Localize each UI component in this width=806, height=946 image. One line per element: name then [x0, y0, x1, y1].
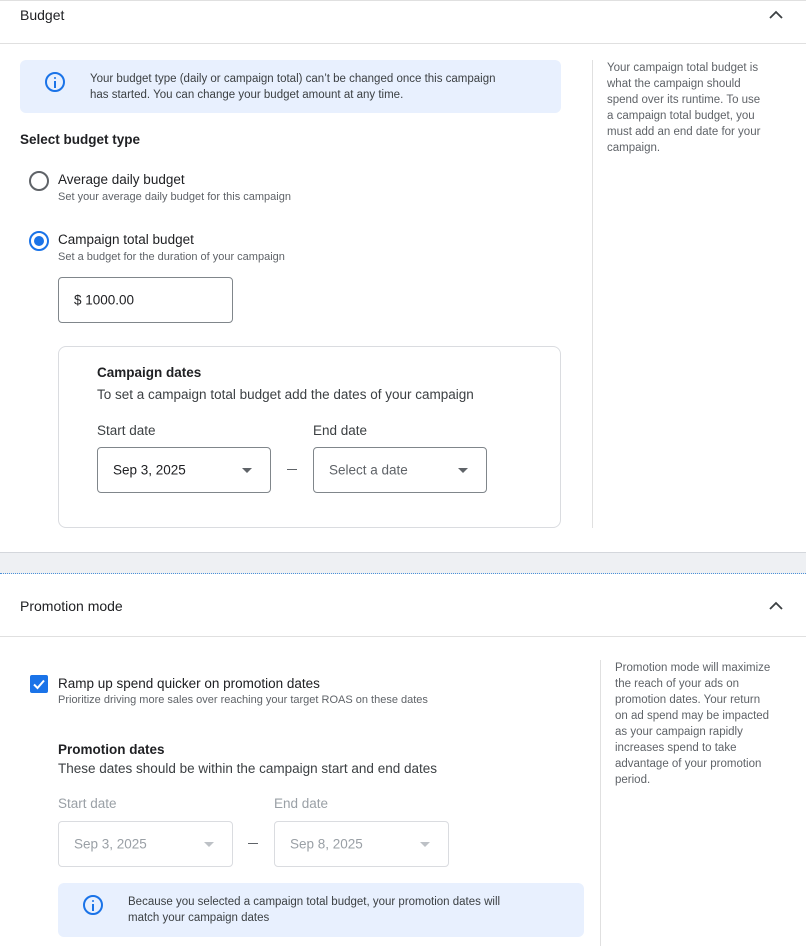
dropdown-caret-icon [458, 468, 468, 473]
campaign-dates-heading: Campaign dates [97, 365, 202, 380]
info-icon [83, 895, 103, 915]
ramp-up-spend-label[interactable]: Ramp up spend quicker on promotion dates [58, 676, 320, 691]
banner-text-line2: has started. You can change your budget amount at any time. [90, 89, 404, 101]
side-note-line: promotion dates. Your return [615, 694, 761, 706]
budget-amount-input[interactable] [58, 277, 233, 323]
side-note-line: increases spend to take [615, 742, 737, 754]
section-separator [0, 552, 806, 574]
side-note-line: what the campaign should [607, 78, 741, 90]
budget-section-title: Budget [20, 7, 65, 23]
side-note-line: on ad spend may be impacted [615, 710, 770, 722]
campaign-total-budget-label[interactable]: Campaign total budget [58, 232, 194, 247]
average-daily-budget-description: Set your average daily budget for this campaign [58, 191, 291, 203]
side-note-line: Your campaign total budget is [607, 62, 759, 74]
campaign-end-date-select[interactable] [313, 447, 487, 493]
side-note-line: advantage of your promotion [615, 758, 762, 770]
side-note-line: period. [615, 774, 651, 786]
promotion-dates-description: These dates should be within the campaign start and end dates [58, 761, 437, 776]
promotion-section-header[interactable] [0, 575, 806, 637]
dropdown-caret-icon [242, 468, 252, 473]
promotion-start-date-select [58, 821, 233, 867]
promotion-end-date-label: End date [274, 796, 329, 811]
budget-type-info-banner [20, 60, 561, 113]
budget-side-note [607, 60, 797, 156]
ramp-up-spend-checkbox[interactable] [30, 675, 48, 693]
promotion-start-date-value: Sep 3, 2025 [74, 836, 147, 852]
promotion-start-date-label: Start date [58, 796, 117, 811]
side-note-line: the reach of your ads on [615, 678, 740, 690]
promotion-info-banner [58, 883, 584, 937]
side-note-line: a campaign total budget, you [607, 110, 755, 122]
dropdown-caret-icon [420, 842, 430, 847]
checkmark-icon [31, 676, 47, 692]
promotion-dates-heading: Promotion dates [58, 742, 165, 757]
side-note-line: Promotion mode will maximize [615, 662, 771, 674]
promotion-end-date-value: Sep 8, 2025 [290, 836, 363, 852]
banner-text-line2: match your campaign dates [128, 912, 270, 924]
banner-text-line1: Your budget type (daily or campaign total) can’t be changed once this campaign [90, 73, 496, 85]
side-note-line: as your campaign rapidly [615, 726, 743, 738]
budget-section-header[interactable] [0, 0, 806, 44]
campaign-dates-description: To set a campaign total budget add the dates of your campaign [97, 387, 474, 402]
average-daily-budget-label[interactable]: Average daily budget [58, 172, 185, 187]
campaign-end-date-placeholder: Select a date [329, 462, 408, 478]
ramp-up-spend-description: Prioritize driving more sales over reaching your target ROAS on these dates [58, 694, 428, 706]
info-icon [45, 72, 65, 92]
campaign-total-budget-description: Set a budget for the duration of your campaign [58, 251, 285, 263]
chevron-up-icon[interactable] [768, 598, 784, 614]
campaign-end-date-label: End date [313, 423, 368, 438]
campaign-start-date-select[interactable] [97, 447, 271, 493]
campaign-start-date-value: Sep 3, 2025 [113, 462, 186, 478]
budget-side-divider [592, 60, 593, 528]
dropdown-caret-icon [204, 842, 214, 847]
date-range-separator [287, 469, 297, 470]
promotion-side-divider [600, 660, 601, 946]
average-daily-budget-radio[interactable] [29, 171, 49, 191]
campaign-total-budget-radio[interactable] [29, 231, 49, 251]
promotion-side-note [615, 660, 803, 788]
promotion-section-title: Promotion mode [20, 598, 123, 614]
chevron-up-icon[interactable] [768, 7, 784, 23]
side-note-line: spend over its runtime. To use [607, 94, 761, 106]
side-note-line: campaign. [607, 142, 661, 154]
budget-amount-value: $ 1000.00 [74, 292, 135, 308]
date-range-separator [248, 843, 258, 844]
promotion-end-date-select [274, 821, 449, 867]
banner-text-line1: Because you selected a campaign total budget, your promotion dates will [128, 896, 501, 908]
side-note-line: must add an end date for your [607, 126, 761, 138]
select-budget-type-heading: Select budget type [20, 132, 141, 147]
campaign-start-date-label: Start date [97, 423, 156, 438]
